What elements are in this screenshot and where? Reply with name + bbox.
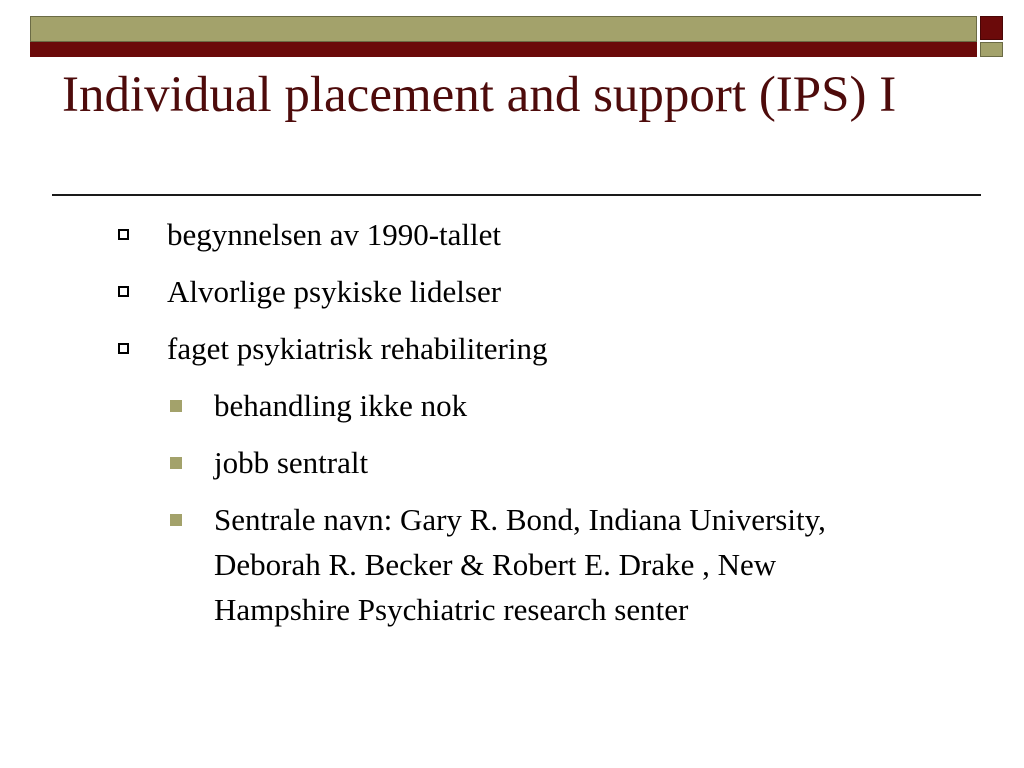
- bullet-text: behandling ikke nok: [214, 388, 468, 423]
- list-item: [0, 212, 867, 257]
- bullet-text: jobb sentralt: [214, 445, 369, 480]
- filled-square-bullet-icon: [170, 514, 182, 526]
- filled-square-bullet-icon: [170, 457, 182, 469]
- slide-title: Individual placement and support (IPS) I: [62, 67, 897, 123]
- list-item: [0, 269, 867, 314]
- bullet-text: begynnelsen av 1990-tallet: [167, 217, 502, 252]
- hollow-square-bullet-icon: [118, 343, 129, 354]
- bullet-list: [0, 212, 1024, 644]
- sub-list-item: [0, 497, 874, 632]
- header-band-maroon: [30, 42, 977, 57]
- title-divider: [52, 194, 981, 196]
- hollow-square-bullet-icon: [118, 286, 129, 297]
- bullet-text: Sentrale navn: Gary R. Bond, Indiana University, Deborah R. Becker & Robert E. Drake , New Hampshire Psychiatric research senter: [214, 502, 826, 627]
- filled-square-bullet-icon: [170, 400, 182, 412]
- corner-square-maroon: [980, 16, 1003, 40]
- hollow-square-bullet-icon: [118, 229, 129, 240]
- list-item: [0, 326, 867, 371]
- corner-square-olive: [980, 42, 1003, 57]
- sub-list-item: [0, 440, 874, 485]
- bullet-text: faget psykiatrisk rehabilitering: [167, 331, 548, 366]
- header-band-olive: [30, 16, 977, 42]
- bullet-text: Alvorlige psykiske lidelser: [167, 274, 502, 309]
- sub-list-item: [0, 383, 874, 428]
